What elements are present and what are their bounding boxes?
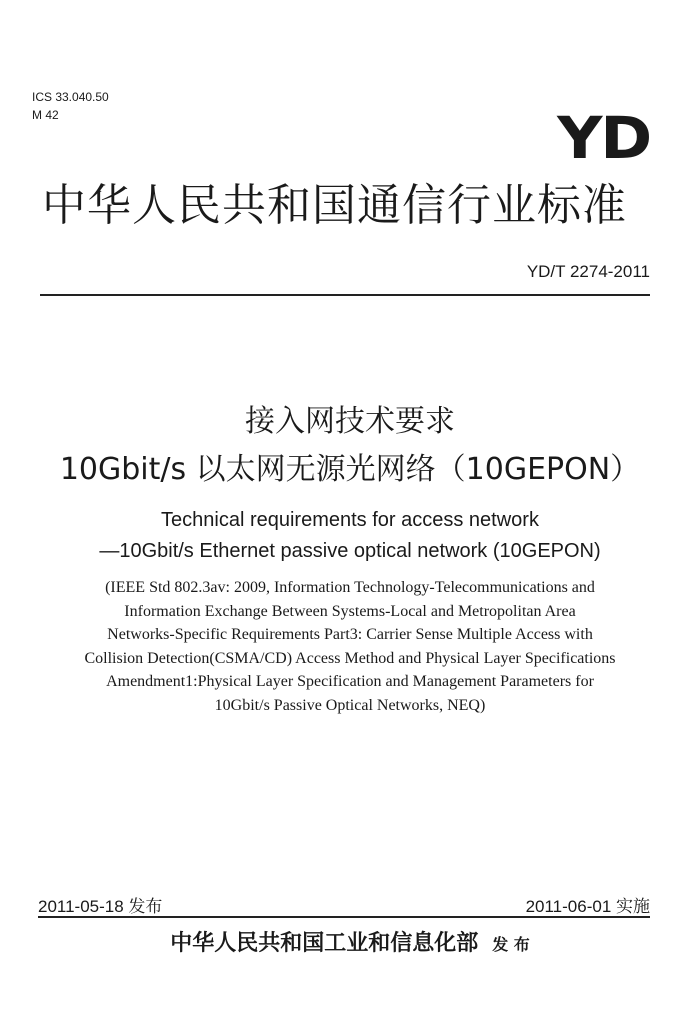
publisher-name: 中华人民共和国工业和信息化部: [170, 930, 479, 956]
adoption-line: Information Exchange Between Systems-Local and Metropolitan Area: [124, 602, 576, 620]
standard-category-title: 中华人民共和国通信行业标准: [42, 180, 627, 231]
publisher-line: [0, 926, 700, 962]
adoption-line: 10Gbit/s Passive Optical Networks, NEQ): [214, 696, 486, 714]
document-title-en-line1: Technical requirements for access network: [161, 509, 539, 531]
issue-date: 2011-05-18 发布: [38, 897, 163, 916]
standard-number: YD/T 2274-2011: [526, 262, 650, 281]
adoption-line: Networks-Specific Requirements Part3: Carrier Sense Multiple Access with: [107, 626, 593, 643]
header-divider: [40, 294, 650, 296]
document-title-cn-line2: 10Gbit/s 以太网无源光网络（10GEPON）: [59, 452, 641, 487]
adoption-line: Collision Detection(CSMA/CD) Access Method and Physical Layer Specifications: [84, 649, 616, 667]
adoption-line: Amendment1:Physical Layer Specification and Management Parameters for: [106, 673, 594, 690]
publisher-action: 发 布: [492, 935, 530, 954]
document-title-cn-line1: 接入网技术要求: [245, 404, 455, 439]
ccs-code: M 42: [32, 108, 59, 122]
document-title-en-line2: —10Gbit/s Ethernet passive optical network (10GEPON): [99, 540, 601, 562]
ics-code: ICS 33.040.50: [32, 90, 109, 104]
classification-codes: [32, 88, 109, 124]
footer-divider: [38, 916, 650, 918]
yd-logo: YD: [556, 104, 650, 172]
adoption-line: (IEEE Std 802.3av: 2009, Information Technology-Telecommunications and: [105, 579, 595, 596]
adoption-note: [30, 576, 670, 717]
implementation-date: 2011-06-01 实施: [525, 897, 650, 916]
